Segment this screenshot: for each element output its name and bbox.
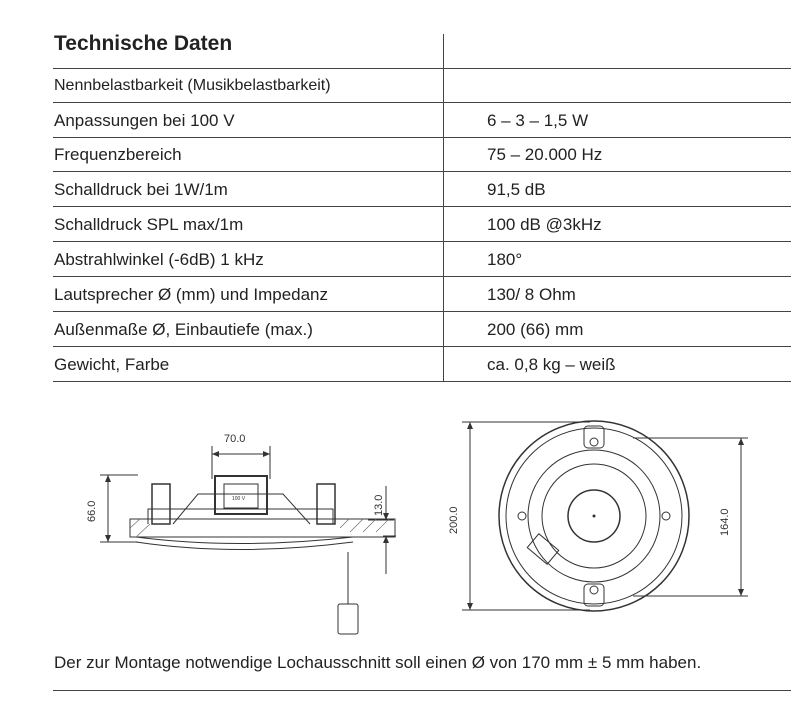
screw-head <box>590 586 598 594</box>
spec-value: 180° <box>487 250 523 269</box>
arrowhead <box>212 451 219 457</box>
spec-label: Außenmaße Ø, Einbautiefe (max.) <box>54 320 313 339</box>
center-point <box>593 515 596 518</box>
dim-depth-label: 13.0 <box>373 494 385 516</box>
row-divider <box>53 346 791 347</box>
hatch-line <box>136 524 150 537</box>
spec-row <box>53 173 791 207</box>
dim-outer-label: 200.0 <box>448 506 460 534</box>
mounting-note: Der zur Montage notwendige Lochausschnitt soll einen Ø von 170 mm ± 5 mm haben. <box>54 653 702 672</box>
mounting-clamp-right <box>317 484 335 524</box>
row-divider <box>53 381 791 382</box>
spec-label: Frequenzbereich <box>54 145 182 164</box>
spec-value: 100 dB @3kHz <box>487 215 602 234</box>
spec-row <box>53 208 791 242</box>
row-divider <box>53 171 791 172</box>
spec-label: Schalldruck bei 1W/1m <box>54 180 228 199</box>
hatch-line <box>363 519 376 532</box>
hatch-line <box>130 519 140 528</box>
spec-row <box>53 138 791 172</box>
arrowhead <box>467 422 473 429</box>
spec-row <box>53 69 791 103</box>
spec-value: 6 – 3 – 1,5 W <box>487 111 589 130</box>
arrowhead <box>105 535 111 542</box>
speaker-enclosure <box>148 509 333 524</box>
row-divider <box>53 276 791 277</box>
row-divider <box>53 206 791 207</box>
spec-heading: Technische Daten <box>54 32 233 55</box>
spec-label: Anpassungen bei 100 V <box>54 111 235 130</box>
row-divider <box>53 102 791 103</box>
spec-value: 200 (66) mm <box>487 320 584 339</box>
dim-inner-label: 164.0 <box>719 508 731 536</box>
spec-value: 91,5 dB <box>487 180 546 199</box>
spec-label: Schalldruck SPL max/1m <box>54 215 244 234</box>
side-view-drawing <box>78 424 418 639</box>
hatch-line <box>376 519 389 532</box>
transformer-label: 100 V <box>232 496 246 502</box>
arrowhead <box>467 603 473 610</box>
screw-head <box>590 438 598 446</box>
hatch-line <box>350 519 363 532</box>
dim-width-label: 70.0 <box>224 433 246 445</box>
mounting-clamp-left <box>152 484 170 524</box>
arrowhead <box>105 475 111 482</box>
row-divider <box>53 241 791 242</box>
dim-height-label: 66.0 <box>86 500 98 522</box>
spec-label: Gewicht, Farbe <box>54 355 170 374</box>
screwdriver-handle <box>338 604 358 634</box>
spec-row <box>53 243 791 277</box>
front-view-drawing <box>448 412 768 624</box>
spec-row <box>53 348 791 382</box>
row-divider <box>53 311 791 312</box>
front-ring <box>136 537 353 544</box>
arrowhead <box>263 451 270 457</box>
arrowhead <box>738 589 744 596</box>
hatch-line <box>340 519 349 528</box>
spec-label: Lautsprecher Ø (mm) und Impedanz <box>54 285 329 304</box>
spec-value: ca. 0,8 kg – weiß <box>487 355 616 374</box>
screw-head <box>518 512 526 520</box>
spec-row <box>53 278 791 312</box>
spec-row <box>53 104 791 138</box>
spec-label: Abstrahlwinkel (-6dB) 1 kHz <box>54 250 264 269</box>
clamp-tab-bottom <box>584 584 604 606</box>
clamp-tab-top <box>584 426 604 448</box>
spec-value: 75 – 20.000 Hz <box>487 145 603 164</box>
spec-label: Nennbelastbarkeit (Musikbelastbarkeit) <box>54 77 331 94</box>
screw-head <box>662 512 670 520</box>
spec-value: 130/ 8 Ohm <box>487 285 576 304</box>
spec-row <box>53 313 791 347</box>
arrowhead <box>738 438 744 445</box>
bottom-divider <box>53 690 791 691</box>
